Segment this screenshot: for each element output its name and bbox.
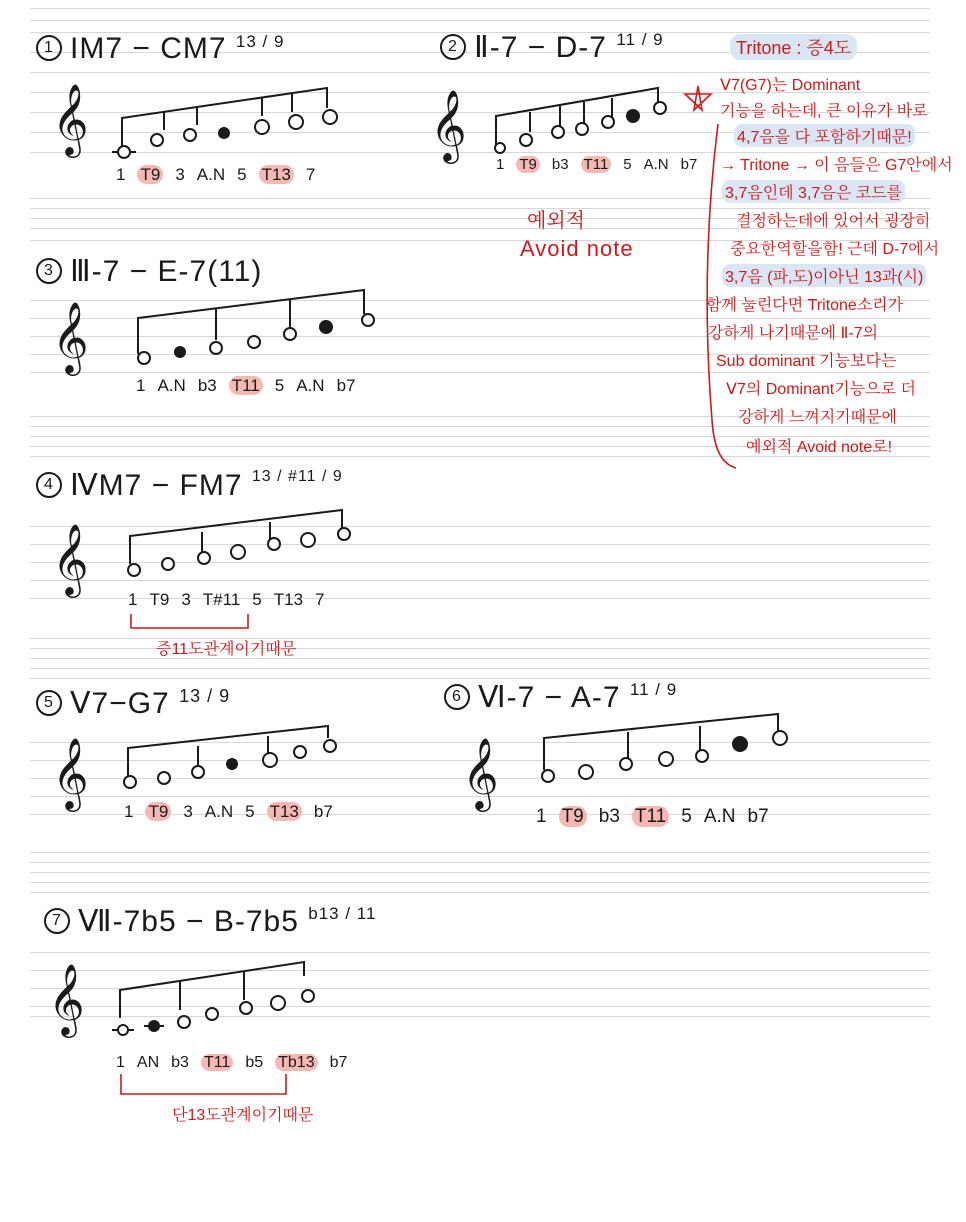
degree-label: b3 — [551, 156, 569, 173]
degree-label: 3 — [181, 590, 191, 609]
section-number: 2 — [440, 34, 466, 60]
degree-label: b7 — [336, 376, 356, 395]
svg-text:𝄞: 𝄞 — [52, 82, 89, 155]
degree-label: T#11 — [202, 590, 241, 609]
degree-label: A.N — [196, 165, 226, 184]
degree-label: 1 — [496, 156, 505, 173]
tritone-title: Tritone : 증4도 — [730, 34, 857, 60]
degree-label: T13 — [259, 165, 294, 184]
chord-name: Ⅲ-7 − E-7(11) — [70, 255, 263, 288]
section-6-staff — [462, 708, 802, 808]
degree-label: 5 — [623, 156, 632, 173]
tension-label: 13 / 9 — [179, 686, 231, 706]
degree-label: b7 — [747, 806, 769, 827]
section-3-staff — [52, 282, 382, 382]
annotation-line: Ⅴ7(G7)는 Dominant — [720, 77, 861, 94]
degree-label: 5 — [245, 802, 255, 821]
degree-label: b5 — [245, 1054, 264, 1071]
section-number: 1 — [36, 35, 62, 61]
exception-label: 예외적 — [527, 210, 585, 232]
svg-text:𝄞: 𝄞 — [52, 300, 89, 373]
tension-label: 13 / 9 — [235, 32, 285, 51]
degree-label: T9 — [137, 165, 163, 184]
degree-label: T13 — [273, 590, 304, 609]
degree-label: 1 — [116, 165, 126, 184]
degree-label: Tb13 — [275, 1054, 317, 1071]
avoid-note-label: Avoid note — [520, 236, 634, 261]
b7b5-reason: 단13도관계이기때문 — [172, 1107, 314, 1124]
section-7-title — [44, 904, 376, 939]
degree-label: 5 — [274, 376, 285, 395]
annotation-line: 중요한역할을함! 근데 D-7에서 — [730, 241, 940, 258]
degree-label: b7 — [313, 802, 333, 821]
chord-name: Ⅱ-7 − D-7 — [474, 31, 607, 64]
section-number: 4 — [36, 472, 62, 498]
annotation-line: 기능을 하는데, 큰 이유가 바로 — [720, 103, 928, 120]
chord-name: ⅣM7 − FM7 — [70, 469, 243, 502]
degree-label: b7 — [329, 1054, 348, 1071]
annotation-line: 결정하는데에 있어서 굉장히 — [736, 213, 931, 230]
section-number: 3 — [36, 258, 62, 284]
section-1-degrees — [116, 165, 327, 185]
annotation-line: 예외적 Avoid note로! — [746, 439, 893, 456]
degree-label: T9 — [559, 806, 587, 827]
degree-label: 1 — [124, 802, 134, 821]
annotation-line: Sub dominant 기능보다는 — [716, 353, 897, 370]
section-4-title — [36, 468, 343, 503]
degree-label: T13 — [267, 802, 302, 821]
section-2-title — [440, 30, 664, 65]
chord-name: IM7 − CM7 — [70, 32, 227, 65]
svg-text:𝄞: 𝄞 — [430, 88, 467, 161]
degree-label: 5 — [252, 590, 262, 609]
degree-label: b3 — [197, 376, 217, 395]
section-2-staff — [430, 76, 680, 166]
degree-label: A.N — [296, 376, 325, 395]
degree-label: T11 — [201, 1054, 233, 1071]
fm7-bracket — [128, 612, 258, 634]
annotation-line: 강하게 나기때문에 Ⅱ-7의 — [708, 325, 879, 342]
section-5-degrees — [124, 802, 345, 822]
chord-name: Ⅵ-7 − A-7 — [478, 681, 621, 714]
section-5-staff — [52, 718, 352, 808]
section-1-staff — [52, 70, 352, 170]
degree-label: 1 — [116, 1054, 125, 1071]
b7b5-bracket — [118, 1072, 292, 1100]
annotation-line: Ⅴ7의 Dominant기능으로 더 — [726, 381, 916, 398]
tension-label: b13 / 11 — [308, 904, 377, 923]
annotation-line: 함께 눌린다면 Tritone소리가 — [706, 297, 904, 314]
tension-label: 13 / #11 / 9 — [251, 468, 343, 485]
degree-label: 7 — [315, 590, 325, 609]
svg-text:𝄞: 𝄞 — [462, 736, 499, 809]
degree-label: 1 — [128, 590, 138, 609]
svg-text:𝄞: 𝄞 — [52, 736, 89, 809]
svg-text:𝄞: 𝄞 — [52, 522, 89, 595]
degree-label: 1 — [136, 376, 146, 395]
section-6-degrees — [536, 806, 781, 828]
tension-label: 11 / 9 — [616, 30, 664, 49]
annotation-line: → Tritone → 이 음들은 G7안에서 — [720, 157, 953, 174]
degree-label: 3 — [183, 802, 193, 821]
degree-label: b3 — [171, 1054, 189, 1071]
section-number: 6 — [444, 684, 470, 710]
section-4-degrees — [128, 590, 337, 610]
degree-label: T9 — [149, 590, 170, 609]
annotation-line: 강하게 느껴지기때문에 — [738, 409, 898, 426]
svg-text:𝄞: 𝄞 — [48, 962, 85, 1035]
tension-label: 11 / 9 — [629, 680, 678, 699]
degree-label: T11 — [229, 376, 263, 395]
degree-label: T11 — [581, 156, 612, 173]
section-number: 7 — [44, 908, 70, 934]
annotation-line: 3,7음인데 3,7음은 코드를 — [722, 180, 905, 203]
degree-label: AN — [136, 1054, 160, 1071]
degree-label: b7 — [680, 156, 698, 173]
annotation-line: 3,7음 (파,도)이아닌 13과(시) — [722, 264, 926, 287]
section-7-staff — [48, 954, 348, 1044]
degree-label: 1 — [536, 806, 547, 827]
degree-label: b3 — [598, 806, 620, 827]
section-4-staff — [52, 504, 362, 594]
section-7-degrees — [116, 1054, 359, 1072]
annotation-line: 4,7음을 다 포함하기때문! — [734, 124, 915, 147]
section-1-title — [36, 32, 284, 66]
degree-label: A.N — [703, 806, 736, 827]
degree-label: 7 — [305, 165, 316, 184]
section-2-degrees — [496, 156, 709, 173]
degree-label: A.N — [157, 376, 186, 395]
section-3-degrees — [136, 376, 368, 396]
degree-label: T11 — [632, 806, 669, 827]
degree-label: T9 — [145, 802, 171, 821]
fm7-reason: 증11도관계이기때문 — [156, 641, 297, 658]
degree-label: 3 — [175, 165, 185, 184]
degree-label: T9 — [516, 156, 540, 173]
degree-label: 5 — [681, 806, 692, 827]
degree-label: 5 — [237, 165, 247, 184]
chord-name: Ⅶ-7b5 − B-7b5 — [78, 905, 299, 938]
section-5-title — [36, 686, 230, 721]
degree-label: A.N — [204, 802, 234, 821]
chord-name: Ⅴ7−G7 — [70, 687, 170, 720]
degree-label: A.N — [643, 156, 669, 173]
section-number: 5 — [36, 690, 62, 716]
tritone-annotation — [700, 34, 962, 474]
